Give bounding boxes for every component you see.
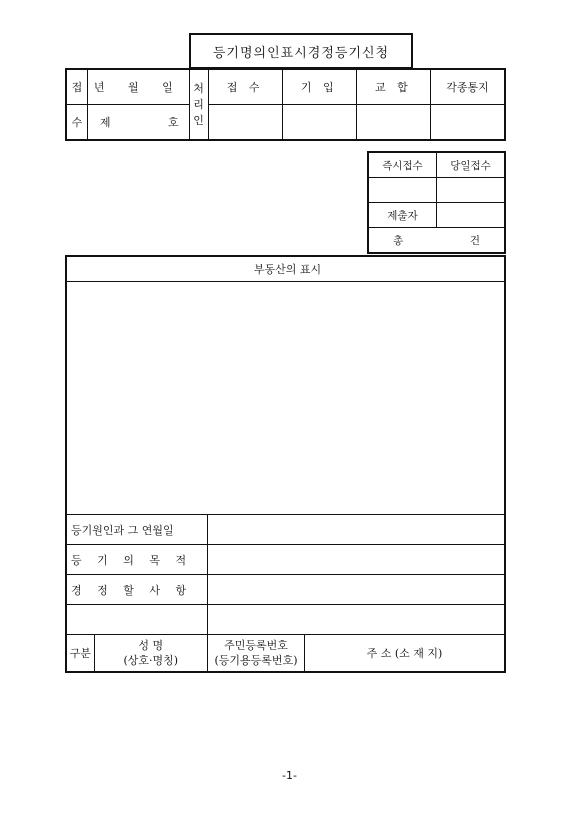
correction-items-label: 경 정 할 사 항 [66, 575, 208, 605]
receipt-date-label: 년 월 일 [87, 69, 189, 105]
same-day-receipt-field[interactable] [437, 178, 506, 203]
verify-field[interactable] [356, 105, 430, 141]
number-prefix: 제 [99, 116, 111, 129]
immediate-receipt-field[interactable] [368, 178, 437, 203]
name-label: 성 명 [138, 639, 164, 652]
receipt-table [65, 68, 506, 141]
immediate-receipt-label: 즉시접수 [368, 152, 437, 178]
column-receipt: 접 수 [208, 69, 282, 105]
division-label: 구분 [66, 635, 94, 673]
submitter-label: 제출자 [368, 203, 437, 228]
receipt-number-cell [87, 105, 189, 141]
submitter-field[interactable] [437, 203, 506, 228]
number-suffix: 호 [168, 116, 179, 129]
business-name-label: (상호·명칭) [123, 654, 179, 667]
blank-label-cell [66, 605, 208, 635]
same-day-receipt-label: 당일접수 [437, 152, 506, 178]
processor-label-1: 처 [193, 81, 204, 95]
name-header [94, 635, 207, 673]
correction-items-field[interactable] [208, 575, 506, 605]
submission-table [367, 151, 506, 254]
count-unit-label: 건 [469, 234, 480, 247]
column-notices: 각종통지 [430, 69, 505, 105]
address-header: 주 소 (소 재 지) [305, 635, 506, 673]
receipt-field[interactable] [208, 105, 282, 141]
receipt-side-label-top: 접 [66, 69, 87, 105]
processor-label [189, 69, 208, 140]
column-entry: 기 입 [282, 69, 356, 105]
registration-purpose-label: 등 기 의 목 적 [66, 545, 208, 575]
form-title: 등기명의인표시경정등기신청 [189, 33, 413, 69]
entry-field[interactable] [282, 105, 356, 141]
notices-field[interactable] [430, 105, 505, 141]
registration-purpose-field[interactable] [208, 545, 506, 575]
cause-and-date-field[interactable] [208, 515, 506, 545]
cause-and-date-label: 등기원인과 그 연월일 [66, 515, 208, 545]
resident-number-label: 주민등록번호 [224, 639, 288, 652]
registration-number-label: (등기용등록번호) [214, 654, 298, 667]
application-table [65, 255, 506, 673]
processor-label-2: 리 [193, 97, 204, 111]
property-description-field[interactable] [66, 282, 505, 515]
total-label: 총 [393, 234, 404, 247]
id-number-header [208, 635, 305, 673]
page-number: -1- [282, 769, 297, 782]
blank-field[interactable] [208, 605, 506, 635]
property-header: 부동산의 표시 [66, 256, 505, 282]
column-verify: 교 합 [356, 69, 430, 105]
receipt-side-label-bottom: 수 [66, 105, 87, 141]
processor-label-3: 인 [193, 113, 204, 127]
total-count-cell [368, 228, 505, 254]
